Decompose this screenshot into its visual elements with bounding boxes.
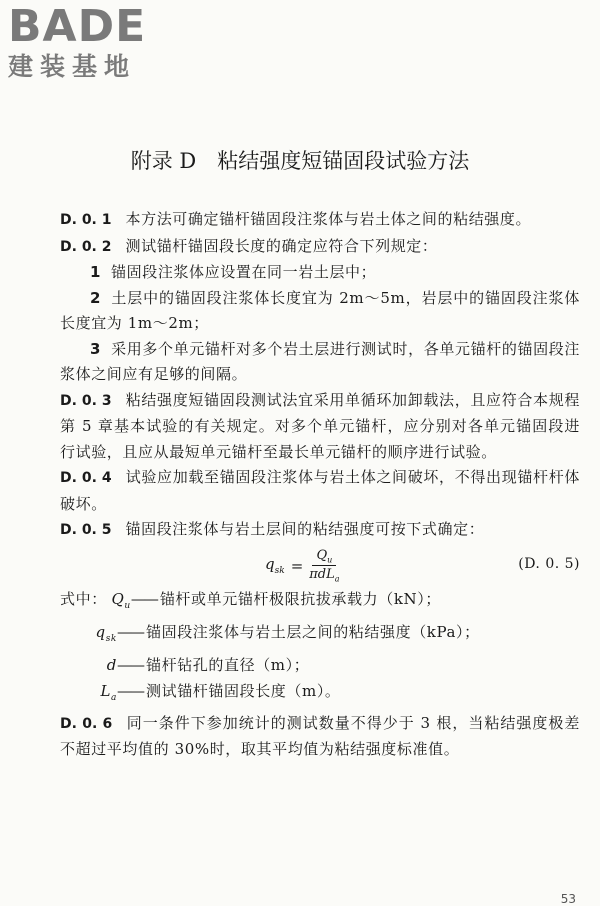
definition-row xyxy=(60,652,580,678)
definition-text: 锚杆钻孔的直径（m）； xyxy=(146,655,310,674)
clause-number: D. 0. 3 xyxy=(60,392,112,409)
definition-row xyxy=(60,586,580,619)
formula-lhs: $q_{sk}$ xyxy=(265,555,285,577)
formula-expression xyxy=(265,548,340,584)
formula-numerator: $Q_u$ xyxy=(312,548,336,567)
clause-d06 xyxy=(60,711,580,763)
item-text: 锚固段注浆体应设置在同一岩土层中； xyxy=(111,263,377,281)
clause-text: 锚固段注浆体与岩土层间的粘结强度可按下式确定： xyxy=(125,520,485,538)
clause-text: 测试锚杆锚固段长度的确定应符合下列规定： xyxy=(125,236,438,255)
definition-row xyxy=(60,619,580,652)
definition-text: 锚固段注浆体与岩土层之间的粘结强度（kPa）； xyxy=(146,622,480,641)
document-body xyxy=(60,207,580,763)
clause-d02-item-2 xyxy=(60,286,580,337)
dash: —— xyxy=(117,622,143,641)
symbol: $q_{sk}$ xyxy=(95,622,117,644)
symbol: $L_a$ xyxy=(100,681,117,703)
formula-fraction xyxy=(309,548,339,584)
clause-text: 同一条件下参加统计的测试数量不得少于 3 根，当粘结强度极差不超过平均值的 30%时，取其平均值为粘结强度标准值。 xyxy=(60,713,580,758)
clause-d02-item-3 xyxy=(60,337,580,388)
clause-d05 xyxy=(60,517,580,544)
dash: —— xyxy=(117,655,143,674)
symbol: d xyxy=(106,655,117,674)
clause-number: D. 0. 4 xyxy=(60,470,112,486)
clause-d04 xyxy=(60,465,580,517)
clause-text: 试验应加载至锚固段注浆体与岩土体之间破坏，不得出现锚杆杆体破坏。 xyxy=(60,468,580,513)
formula-d05 xyxy=(60,544,580,590)
item-number: 2 xyxy=(90,288,102,307)
dash: —— xyxy=(130,589,157,608)
clause-number: D. 0. 5 xyxy=(60,522,112,538)
publisher-logo xyxy=(8,1,147,82)
clause-d01 xyxy=(60,207,580,234)
item-number: 3 xyxy=(90,339,102,358)
formula-equals: = xyxy=(290,556,304,575)
item-text: 采用多个单元锚杆对多个岩土层进行测试时，各单元锚杆的锚固段注浆体之间应有足够的间隔。 xyxy=(60,339,580,383)
definition-text: 锚杆或单元锚杆极限抗拔承载力（kN）； xyxy=(159,589,441,608)
clause-d02 xyxy=(60,234,580,261)
definition-row xyxy=(60,678,580,711)
dash: —— xyxy=(117,681,143,700)
appendix-title: 附录 D 粘结强度短锚固段试验方法 xyxy=(130,149,470,173)
clause-d02-item-1 xyxy=(60,260,580,286)
item-number: 1 xyxy=(90,263,102,281)
item-text: 土层中的锚固段注浆体长度宜为 2m～5m，岩层中的锚固段注浆体长度宜为 1m～2m； xyxy=(60,288,580,332)
clause-number: D. 0. 2 xyxy=(60,238,112,255)
definitions-intro: 式中： xyxy=(60,589,107,608)
formula-denominator: πdL$_a$ xyxy=(309,567,340,584)
clause-number: D. 0. 1 xyxy=(60,212,112,228)
clause-number: D. 0. 6 xyxy=(60,715,113,732)
logo-subtitle: 建装基地 xyxy=(8,52,137,81)
equation-number: (D. 0. 5) xyxy=(518,555,580,572)
clause-d03 xyxy=(60,388,580,466)
clause-text: 粘结强度短锚固段测试法宜采用单循环加卸载法，且应符合本规程第 5 章基本试验的有关规定。对多个单元锚杆，应分别对各单元锚固段进行试验，且应从最短单元锚杆至最长单元锚杆的顺序进行试验。 xyxy=(60,390,580,461)
definition-text: 测试锚杆锚固段长度（m）。 xyxy=(146,681,341,700)
clause-text: 本方法可确定锚杆锚固段注浆体与岩土体之间的粘结强度。 xyxy=(125,210,532,228)
logo-wordmark: BADE xyxy=(8,1,147,52)
symbol-definitions xyxy=(60,586,580,711)
symbol: $Q_u$ xyxy=(111,589,131,611)
page-number: 53 xyxy=(560,892,576,906)
